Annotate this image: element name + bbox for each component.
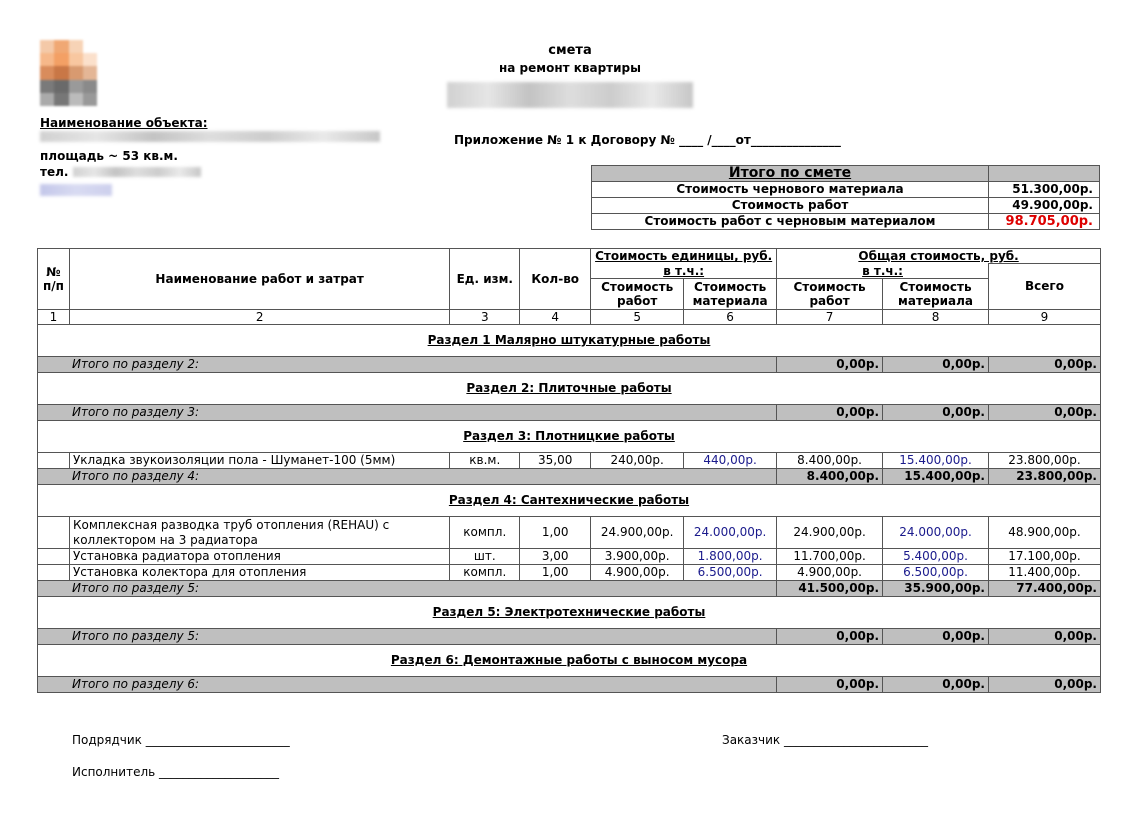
section-total-row <box>38 628 1101 644</box>
item-total-work: 24.900,00р. <box>777 516 883 548</box>
redacted-phone <box>73 167 201 177</box>
col-total-material: Стоимость материала <box>883 278 989 309</box>
col-number: 8 <box>883 309 989 324</box>
section-total-material: 0,00р. <box>883 356 989 372</box>
section-title: Раздел 1 Малярно штукатурные работы <box>38 324 1101 356</box>
section-total-material: 0,00р. <box>883 628 989 644</box>
section-total-label: Итого по разделу 5: <box>38 580 777 596</box>
section-total-work: 8.400,00р. <box>777 468 883 484</box>
col-number: 9 <box>989 309 1101 324</box>
table-row <box>38 516 1101 548</box>
document-title: смета <box>548 43 592 58</box>
item-unit-material: 440,00р. <box>684 452 777 468</box>
item-total-material: 6.500,00р. <box>883 564 989 580</box>
section-total-work: 0,00р. <box>777 676 883 692</box>
item-total-material: 15.400,00р. <box>883 452 989 468</box>
section-total-all: 77.400,00р. <box>989 580 1101 596</box>
col-all: Всего <box>989 264 1101 310</box>
section-total-work: 0,00р. <box>777 356 883 372</box>
col-number: 7 <box>777 309 883 324</box>
item-unit-material: 1.800,00р. <box>684 548 777 564</box>
item-unit: шт. <box>450 548 520 564</box>
contractor-signature: Подрядчик ________________________ <box>72 733 290 747</box>
col-number: 1 <box>38 309 70 324</box>
summary-table <box>591 165 1100 230</box>
item-unit: компл. <box>450 516 520 548</box>
document-subtitle: на ремонт квартиры <box>498 61 641 75</box>
col-number: 4 <box>520 309 591 324</box>
redacted-email <box>40 184 112 196</box>
section-title: Раздел 4: Сантехнические работы <box>38 484 1101 516</box>
section-total-material: 15.400,00р. <box>883 468 989 484</box>
section-total-work: 0,00р. <box>777 404 883 420</box>
section-total-material: 35.900,00р. <box>883 580 989 596</box>
col-name: Наименование работ и затрат <box>69 249 449 310</box>
item-total-work: 11.700,00р. <box>777 548 883 564</box>
section-total-row <box>38 676 1101 692</box>
executor-signature: Исполнитель ____________________ <box>72 765 280 779</box>
section-title: Раздел 3: Плотницкие работы <box>38 420 1101 452</box>
item-total-material: 24.000,00р. <box>883 516 989 548</box>
section-title: Раздел 2: Плиточные работы <box>38 372 1101 404</box>
phone-label: тел. <box>40 165 69 179</box>
col-number: 5 <box>591 309 684 324</box>
customer-signature: Заказчик ________________________ <box>722 733 928 747</box>
section-title: Раздел 5: Электротехнические работы <box>38 596 1101 628</box>
item-total-work: 4.900,00р. <box>777 564 883 580</box>
section-total-label: Итого по разделу 4: <box>38 468 777 484</box>
redacted-object-name <box>40 131 380 142</box>
estimate-table <box>37 248 1101 693</box>
col-qty: Кол-во <box>520 249 591 310</box>
item-qty: 35,00 <box>520 452 591 468</box>
item-name: Установка колектора для отопления <box>69 564 449 580</box>
col-num: № п/п <box>38 249 70 310</box>
item-unit: кв.м. <box>450 452 520 468</box>
section-total-all: 0,00р. <box>989 628 1101 644</box>
table-row <box>38 548 1101 564</box>
section-total-label: Итого по разделу 2: <box>38 356 777 372</box>
summary-label-work: Стоимость работ <box>592 198 989 214</box>
section-title: Раздел 6: Демонтажные работы с выносом мусора <box>38 644 1101 676</box>
section-total-row <box>38 580 1101 596</box>
item-unit-material: 6.500,00р. <box>684 564 777 580</box>
section-total-all: 0,00р. <box>989 356 1101 372</box>
item-total-all: 48.900,00р. <box>989 516 1101 548</box>
item-unit-work: 240,00р. <box>591 452 684 468</box>
item-total-all: 11.400,00р. <box>989 564 1101 580</box>
item-qty: 3,00 <box>520 548 591 564</box>
redacted-address <box>447 82 693 108</box>
item-total-all: 17.100,00р. <box>989 548 1101 564</box>
object-label: Наименование объекта: <box>40 116 208 130</box>
item-name: Комплексная разводка труб отопления (REHAU) с коллектором на 3 радиатора <box>69 516 449 548</box>
summary-value-material: 51.300,00р. <box>989 182 1100 198</box>
section-total-work: 0,00р. <box>777 628 883 644</box>
item-unit-work: 24.900,00р. <box>591 516 684 548</box>
item-unit: компл. <box>450 564 520 580</box>
item-name: Укладка звукоизоляции пола - Шуманет-100 (5мм) <box>69 452 449 468</box>
item-qty: 1,00 <box>520 564 591 580</box>
item-unit-material: 24.000,00р. <box>684 516 777 548</box>
col-number: 6 <box>684 309 777 324</box>
col-total-cost: Общая стоимость, руб. <box>777 249 1101 264</box>
item-qty: 1,00 <box>520 516 591 548</box>
item-total-work: 8.400,00р. <box>777 452 883 468</box>
col-unit-cost: Стоимость единицы, руб. <box>591 249 777 264</box>
section-total-row <box>38 468 1101 484</box>
summary-label-total: Стоимость работ с черновым материалом <box>592 214 989 230</box>
col-unit: Ед. изм. <box>450 249 520 310</box>
summary-value-work: 49.900,00р. <box>989 198 1100 214</box>
summary-label-material: Стоимость чернового материала <box>592 182 989 198</box>
summary-title: Итого по смете <box>592 166 989 182</box>
item-total-all: 23.800,00р. <box>989 452 1101 468</box>
section-total-all: 23.800,00р. <box>989 468 1101 484</box>
column-numbers-row <box>38 309 1101 324</box>
appendix-text: Приложение № 1 к Договору № ____ /____от_______________ <box>454 133 841 147</box>
col-total-incl: в т.ч.: <box>777 264 989 279</box>
section-total-material: 0,00р. <box>883 676 989 692</box>
col-number: 2 <box>69 309 449 324</box>
col-total-work: Стоимость работ <box>777 278 883 309</box>
section-total-label: Итого по разделу 3: <box>38 404 777 420</box>
item-unit-work: 3.900,00р. <box>591 548 684 564</box>
item-total-material: 5.400,00р. <box>883 548 989 564</box>
section-total-row <box>38 404 1101 420</box>
section-total-work: 41.500,00р. <box>777 580 883 596</box>
section-total-material: 0,00р. <box>883 404 989 420</box>
table-row <box>38 452 1101 468</box>
item-name: Установка радиатора отопления <box>69 548 449 564</box>
section-total-label: Итого по разделу 5: <box>38 628 777 644</box>
area-text: площадь ~ 53 кв.м. <box>40 149 178 163</box>
col-number: 3 <box>450 309 520 324</box>
table-row <box>38 564 1101 580</box>
col-unit-material: Стоимость материала <box>684 278 777 309</box>
item-unit-work: 4.900,00р. <box>591 564 684 580</box>
summary-value-total: 98.705,00р. <box>989 214 1100 230</box>
section-total-all: 0,00р. <box>989 404 1101 420</box>
col-unit-work: Стоимость работ <box>591 278 684 309</box>
section-total-all: 0,00р. <box>989 676 1101 692</box>
col-unit-incl: в т.ч.: <box>591 264 777 279</box>
section-total-row <box>38 356 1101 372</box>
section-total-label: Итого по разделу 6: <box>38 676 777 692</box>
